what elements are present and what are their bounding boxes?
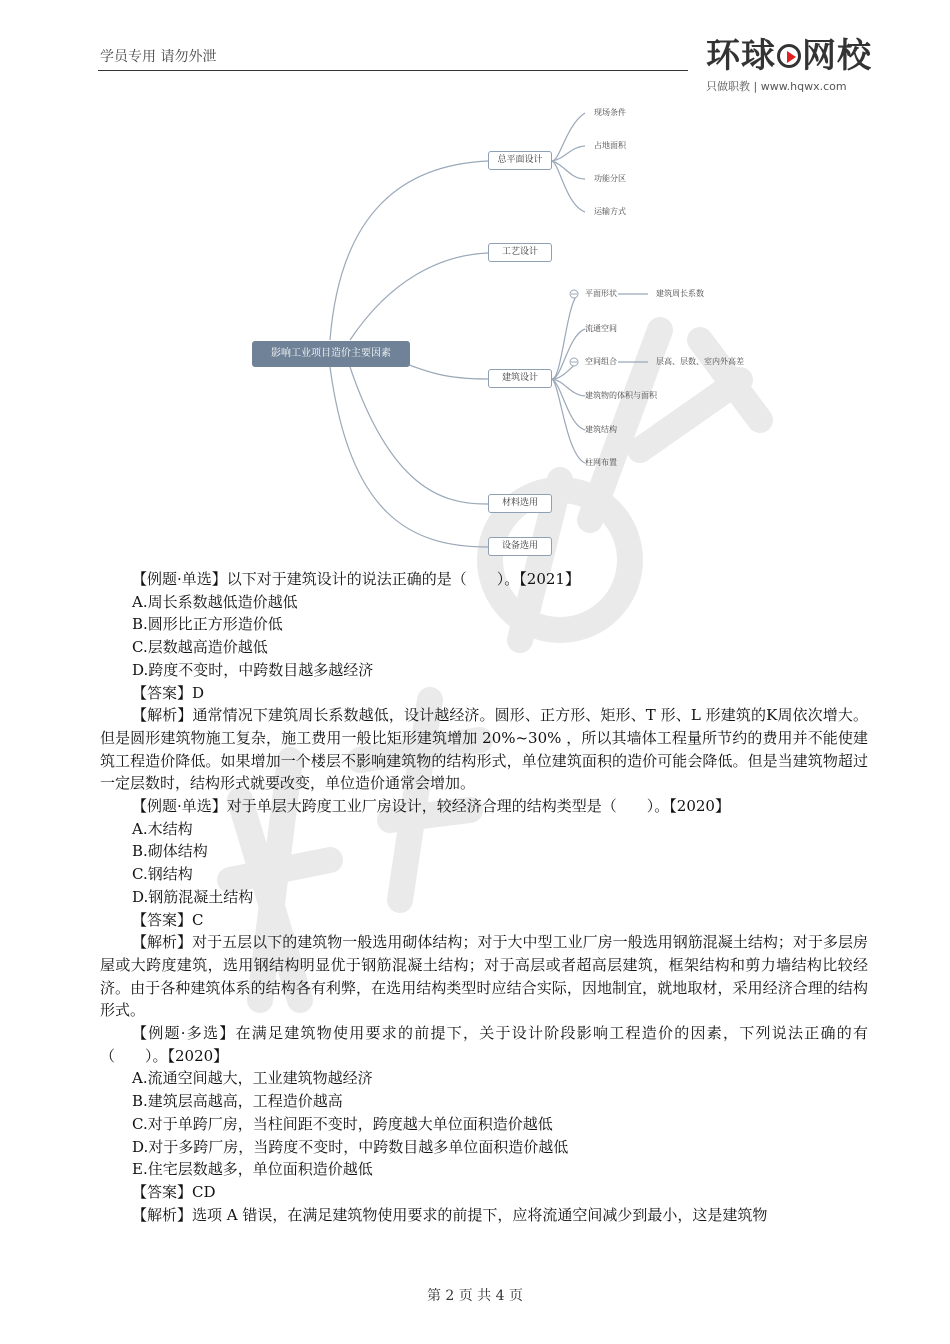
leaf-column-grid: 柱网布置 [585,458,617,467]
question-3-answer: 【答案】CD [132,1182,216,1201]
leaf-site-conditions: 现场条件 [594,108,626,117]
leaf-land-area: 占地面积 [594,141,626,150]
question-3-explanation: 【解析】选项 A 错误，在满足建筑物使用要求的前提下，应将流通空间减少到最小，这是建筑物 [132,1205,768,1224]
question-1-option-d: D.跨度不变时，中跨数目越多越经济 [132,660,374,679]
leaf-plan-shape: 平面形状 [585,289,617,298]
mind-map-root: 影响工业项目造价主要因素 [252,341,410,367]
question-3-stem: 【例题·多选】在满足建筑物使用要求的前提下，关于设计阶段影响工程造价的因素，下列说法正确的有（ ）。【2020】 [100,1024,868,1065]
question-2-option-b: B.砌体结构 [132,842,208,861]
leaf-circulation-space: 流通空间 [585,324,617,333]
logo-slogan: 只做职教 | www.hqwx.com [706,80,847,93]
node-equipment-selection: 设备选用 [488,537,552,556]
leaf-functional-zoning: 功能分区 [594,174,626,183]
node-material-selection: 材料选用 [488,494,552,513]
page-number: 第 2 页 共 4 页 [426,1288,524,1304]
question-3-option-c: C.对于单跨厂房，当柱间距不变时，跨度越大单位面积造价越低 [132,1114,553,1133]
question-3-option-b: B.建筑层高越高，工程造价越高 [132,1092,343,1111]
logo-text-b: 网校 [802,36,872,76]
leaf-height-floors: 层高、层数、室内外高差 [656,357,744,366]
logo-text-a: 环球 [706,36,776,76]
question-3-option-a: A.流通空间越大，工业建筑物越经济 [132,1069,373,1088]
question-1-option-a: A.周长系数越低造价越低 [132,592,298,611]
play-icon [777,44,801,68]
mind-map-diagram [240,95,760,565]
leaf-transport-mode: 运输方式 [594,207,626,216]
question-2-option-a: A.木结构 [132,819,193,838]
leaf-volume-area: 建筑物的体积与面积 [585,391,657,400]
question-2-explanation: 【解析】对于五层以下的建筑物一般选用砌体结构；对于大中型工业厂房一般选用钢筋混凝土结构；对于多层房屋或大跨度建筑，选用钢结构明显优于钢筋混凝土结构；对于高层或者超高层建筑，框架结构和剪力墙结构比较经济。由于各种建筑体系的结构各有利弊，在选用结构类型时应结合实际，因地制宜，就地取材，采用经济合理的结构形式。 [100,933,868,1020]
question-1-answer: 【答案】D [132,683,205,702]
header-rule [98,70,688,71]
question-3-option-e: E.住宅层数越多，单位面积造价越低 [132,1160,373,1179]
question-1-explanation: 【解析】通常情况下建筑周长系数越低，设计越经济。圆形、正方形、矩形、T 形、L 形建筑的K周依次增大。但是圆形建筑物施工复杂，施工费用一般比矩形建筑增加 20%~30% ，所以其墙体工程量所节约的费用并不能使建筑工程造价降低。如果增加一个楼层不影响建筑物的结构形式，单位建筑面积的造价可能会降低。但是当建筑物超过一定层数时，结构形式就要改变，单位造价通常会增加。 [100,706,868,793]
question-1-option-b: B.圆形比正方形造价低 [132,615,283,634]
node-architecture-design: 建筑设计 [488,369,552,388]
document-body [100,568,868,1226]
leaf-perimeter-coefficient: 建筑周长系数 [656,289,704,298]
question-2-stem: 【例题·单选】对于单层大跨度工业厂房设计，较经济合理的结构类型是（ ）。【2020】 [132,797,730,816]
node-process-design: 工艺设计 [488,243,552,262]
brand-logo [706,36,874,96]
question-2-option-c: C.钢结构 [132,865,193,884]
question-3-option-d: D.对于多跨厂房，当跨度不变时，中跨数目越多单位面积造价越低 [132,1137,569,1156]
question-1-stem: 【例题·单选】以下对于建筑设计的说法正确的是（ ）。【2021】 [132,570,580,588]
question-2-option-d: D.钢筋混凝土结构 [132,887,254,906]
question-1-option-c: C.层数越高造价越低 [132,638,268,657]
leaf-space-composition: 空间组合 [585,357,617,366]
node-general-layout: 总平面设计 [488,151,552,170]
leaf-building-structure: 建筑结构 [585,425,617,434]
header-confidential-text: 学员专用 请勿外泄 [100,49,217,65]
question-2-answer: 【答案】C [132,910,204,929]
